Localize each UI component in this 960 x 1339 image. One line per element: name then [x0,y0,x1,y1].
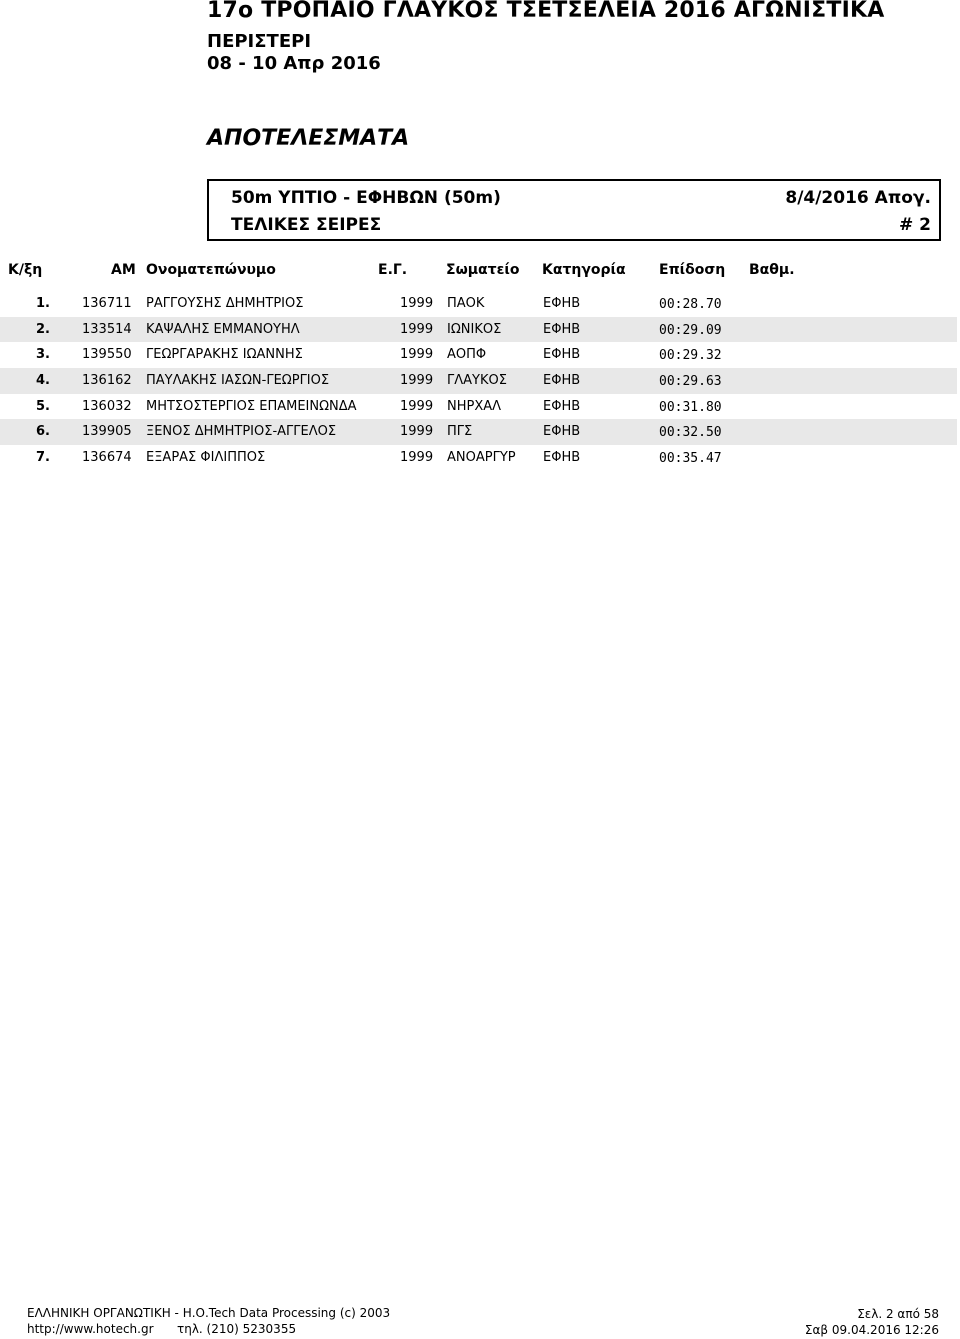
row-yob: 1999 [400,321,434,337]
row-rank: 5. [36,398,50,414]
row-name: ΚΑΨΑΛΗΣ ΕΜΜΑΝΟΥΗΛ [146,321,300,337]
row-yob: 1999 [400,398,434,414]
row-time: 00:29.09 [659,322,722,338]
row-am: 136162 [82,373,132,389]
footer-phone: τηλ. (210) 5230355 [177,1322,297,1336]
event-round: ΤΕΛΙΚΕΣ ΣΕΙΡΕΣ [231,215,382,235]
footer-page-number: Σελ. 2 από 58 [857,1307,939,1321]
row-rank: 4. [36,373,50,389]
row-am: 136711 [82,296,132,311]
row-yob: 1999 [400,373,434,389]
row-time: 00:28.70 [659,297,722,312]
results-heading: ΑΠΟΤΕΛΕΣΜΑΤΑ [207,126,410,151]
row-time: 00:31.80 [659,399,722,415]
row-category: ΕΦΗΒ [543,347,581,363]
col-rank: Κ/ξη [8,262,43,278]
table-row [0,342,957,368]
meet-location: ΠΕΡΙΣΤΕΡΙ [207,31,312,52]
col-am: ΑΜ [111,262,136,278]
table-row [0,291,957,317]
row-am: 133514 [82,321,132,337]
row-name: ΓΕΩΡΓΑΡΑΚΗΣ ΙΩΑΝΝΗΣ [146,347,303,363]
row-am: 136032 [82,398,132,414]
row-name: ΕΞΑΡΑΣ ΦΙΛΙΠΠΟΣ [146,450,266,466]
footer-company: ΕΛΛΗΝΙΚΗ ΟΡΓΑΝΩΤΙΚΗ - Η.Ο.Tech Data Processing (c) 2003 [27,1306,391,1320]
table-row [0,419,957,445]
results-table [0,291,957,471]
row-club: ΠΑΟΚ [447,296,485,311]
event-box [207,179,941,241]
row-rank: 7. [36,450,50,466]
meet-title: 17ο ΤΡΟΠΑΙΟ ΓΛΑΥΚΟΣ ΤΣΕΤΣΕΛΕΙΑ 2016 ΑΓΩΝΙΣΤΙΚΑ [207,0,885,23]
row-am: 139550 [82,347,132,363]
table-row [0,317,957,343]
row-time: 00:32.50 [659,425,722,441]
col-time: Επίδοση [659,262,726,278]
col-club: Σωματείο [446,262,520,278]
row-name: ΠΑΥΛΑΚΗΣ ΙΑΣΩΝ-ΓΕΩΡΓΙΟΣ [146,373,330,389]
row-club: ΠΓΣ [447,424,473,440]
row-yob: 1999 [400,450,434,466]
row-club: ΓΛΑΥΚΟΣ [447,373,507,389]
col-name: Ονοματεπώνυμο [146,262,276,278]
row-club: ΙΩΝΙΚΟΣ [447,321,502,337]
row-club: ΝΗΡΧΑΛ [447,398,502,414]
row-club: ΑΝΟΑΡΓΥΡ [447,450,516,466]
row-category: ΕΦΗΒ [543,424,581,440]
row-am: 139905 [82,424,132,440]
event-date-session: 8/4/2016 Απογ. [785,188,931,208]
row-time: 00:35.47 [659,451,722,467]
row-yob: 1999 [400,424,434,440]
event-number: # 2 [899,215,931,235]
event-name: 50m ΥΠΤΙΟ - ΕΦΗΒΩΝ (50m) [231,188,501,208]
meet-dates: 08 - 10 Απρ 2016 [207,53,381,74]
row-time: 00:29.63 [659,374,722,390]
row-name: ΞΕΝΟΣ ΔΗΜΗΤΡΙΟΣ-ΑΓΓΕΛΟΣ [146,424,337,440]
table-row [0,394,957,420]
row-yob: 1999 [400,296,434,311]
col-category: Κατηγορία [542,262,626,278]
row-category: ΕΦΗΒ [543,373,581,389]
row-category: ΕΦΗΒ [543,321,581,337]
row-category: ΕΦΗΒ [543,296,581,311]
table-row [0,445,957,471]
row-category: ΕΦΗΒ [543,450,581,466]
col-points: Βαθμ. [749,262,795,278]
col-yob: Ε.Γ. [378,262,408,278]
footer-printed-timestamp: Σαβ 09.04.2016 12:26 [804,1323,939,1337]
row-rank: 2. [36,321,50,337]
row-am: 136674 [82,450,132,466]
row-rank: 1. [36,296,50,311]
row-rank: 3. [36,347,50,363]
row-category: ΕΦΗΒ [543,398,581,414]
footer-website[interactable]: http://www.hotech.gr [27,1322,154,1336]
table-row [0,368,957,394]
row-club: ΑΟΠΦ [447,347,487,363]
row-yob: 1999 [400,347,434,363]
row-name: ΜΗΤΣΟΣΤΕΡΓΙΟΣ ΕΠΑΜΕΙΝΩΝΔΑ [146,398,357,414]
row-name: ΡΑΓΓΟΥΣΗΣ ΔΗΜΗΤΡΙΟΣ [146,296,304,311]
row-rank: 6. [36,424,50,440]
row-time: 00:29.32 [659,348,722,364]
